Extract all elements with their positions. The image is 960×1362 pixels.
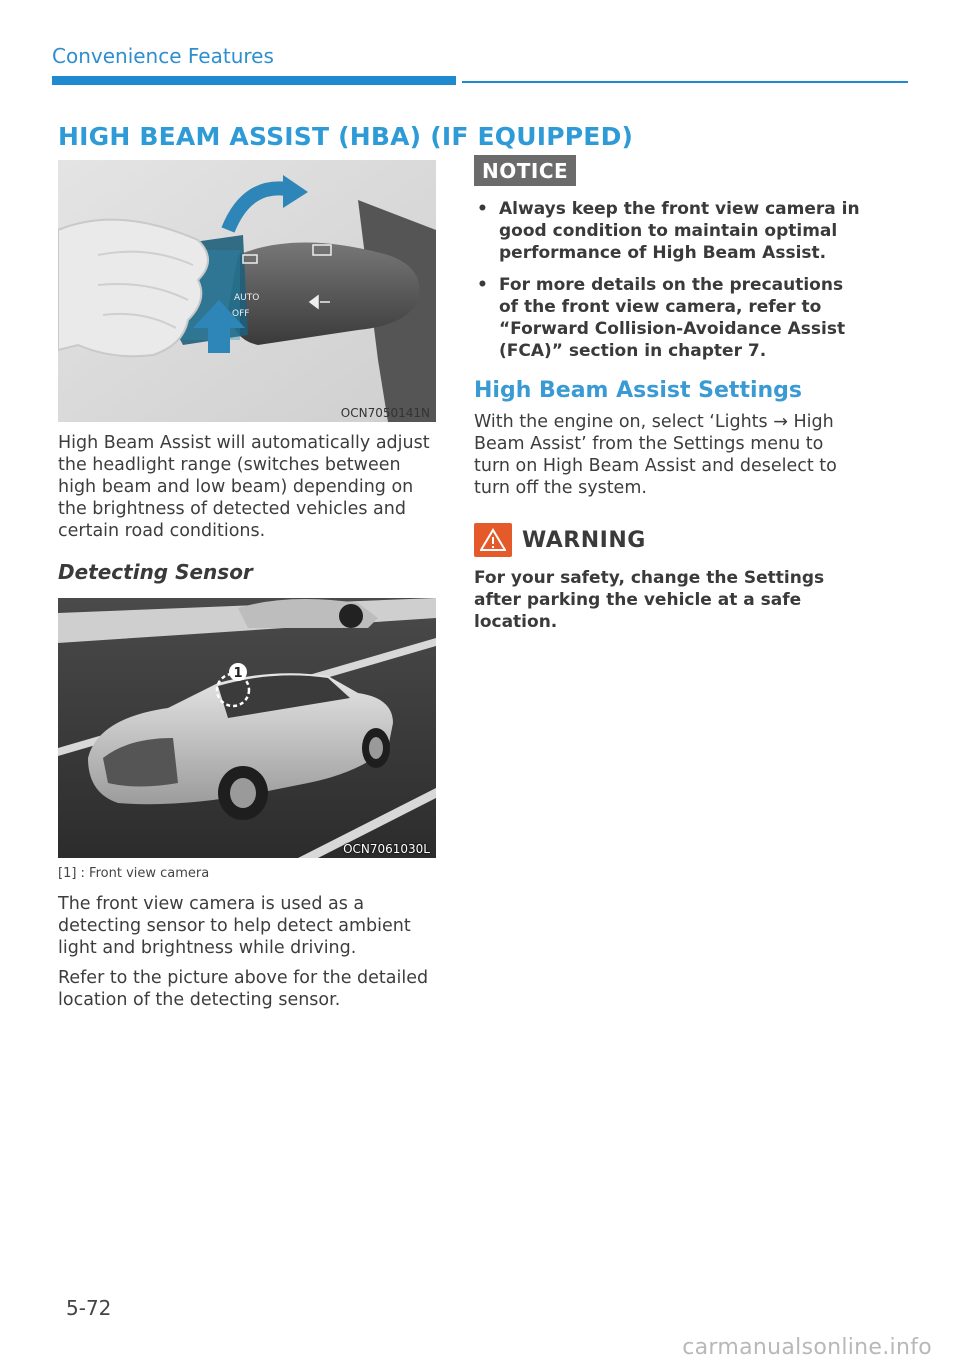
figure-code: OCN7061030L (343, 842, 430, 856)
notice-item: • For more details on the precautions of the front view camera, refer to “Forward Collision-Avoidance Assist (FCA)” section in chapter 7. (477, 275, 846, 361)
settings-heading: High Beam Assist Settings (474, 378, 803, 403)
headlight-stalk-illustration (58, 160, 436, 422)
callout-number: 1 (233, 666, 243, 681)
figure-code: OCN7050141N (340, 406, 430, 420)
settings-paragraph: With the engine on, select ‘Lights → High Beam Assist’ from the Settings menu to turn on High Beam Assist and deselect to turn off the system. (474, 412, 837, 498)
front-camera-figure (58, 598, 436, 858)
stalk-auto-label: AUTO (234, 293, 260, 303)
header-rule-thin (462, 81, 908, 83)
notice-item: • Always keep the front view camera in good condition to maintain optimal performance of High Beam Assist. (477, 199, 860, 263)
figure-caption: [1] : Front view camera (58, 866, 210, 881)
notice-item-text: For more details on the precautions of the front view camera, refer to “Forward Collision-Avoidance Assist (FCA)” section in chapter 7. (499, 275, 846, 361)
intro-paragraph: High Beam Assist will automatically adjust the headlight range (switches between high beam and low beam) depending on the brightness of detected vehicles and certain road conditions. (58, 433, 430, 541)
page-number: 5-72 (66, 1296, 112, 1320)
stalk-off-label: OFF (232, 309, 250, 319)
watermark: carmanualsonline.info (682, 1335, 932, 1360)
right-column (474, 155, 864, 633)
sensor-paragraph-2: Refer to the picture above for the detailed location of the detecting sensor. (58, 968, 429, 1010)
warning-label: WARNING (522, 527, 646, 553)
notice-item-text: Always keep the front view camera in good condition to maintain optimal performance of High Beam Assist. (499, 199, 860, 263)
left-column (58, 160, 438, 1011)
running-header: Convenience Features (52, 44, 274, 68)
headlight-stalk-figure (58, 160, 436, 422)
car-camera-illustration (58, 598, 436, 858)
detecting-sensor-heading: Detecting Sensor (58, 560, 253, 584)
warning-text: For your safety, change the Settings after parking the vehicle at a safe location. (474, 568, 825, 632)
section-title: HIGH BEAM ASSIST (HBA) (IF EQUIPPED) (58, 122, 634, 151)
warning-header (474, 523, 864, 557)
sensor-paragraph-1: The front view camera is used as a detecting sensor to help detect ambient light and brightness while driving. (58, 894, 411, 958)
notice-list (474, 198, 864, 362)
header-rule-thick (52, 76, 456, 85)
notice-badge: NOTICE (474, 155, 576, 186)
warning-icon (474, 523, 512, 557)
